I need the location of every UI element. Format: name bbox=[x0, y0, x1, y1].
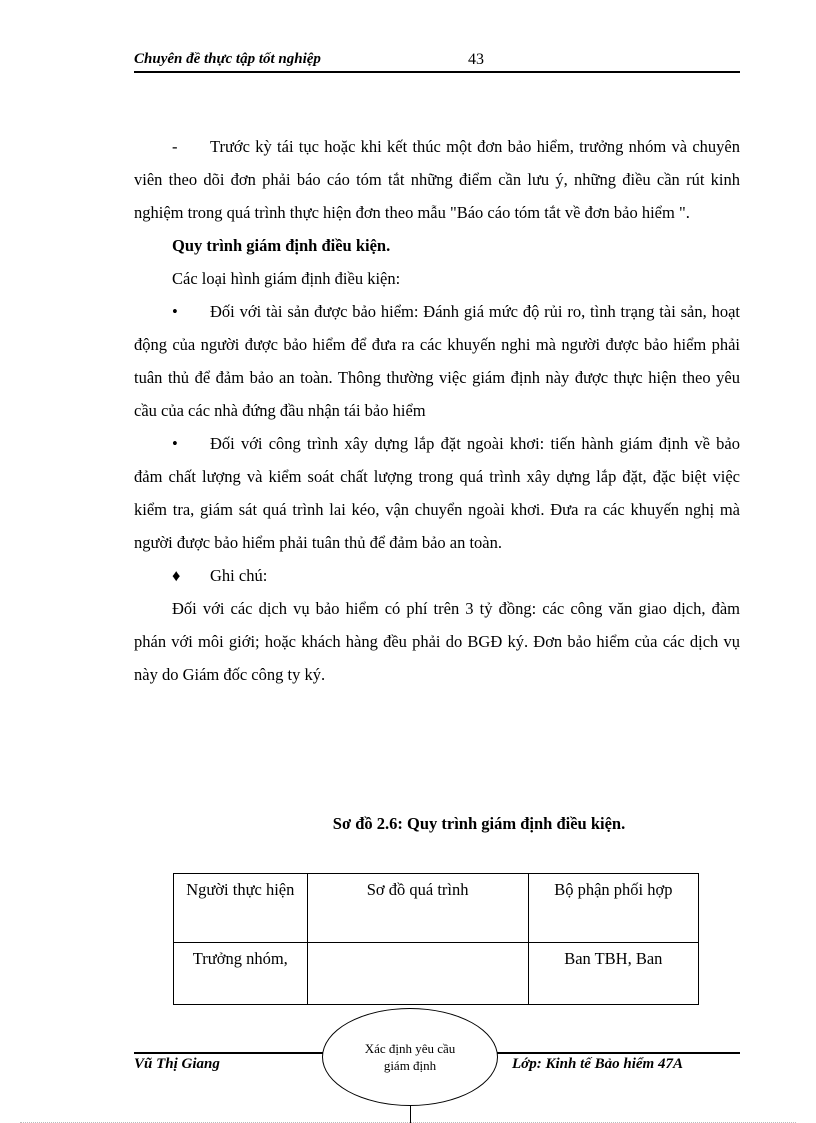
document-title: Chuyên đề thực tập tốt nghiệp bbox=[134, 51, 321, 67]
table-row bbox=[174, 943, 699, 1005]
header-cell-coordination: Bộ phận phối hợp bbox=[528, 874, 698, 943]
bullet-icon: • bbox=[172, 434, 178, 453]
diagram-caption: Sơ đồ 2.6: Quy trình giám định điều kiện. bbox=[332, 814, 626, 833]
flowchart-node-label: Xác định yêu cầu giám định bbox=[364, 1041, 456, 1073]
cell-coordination-text: Ban TBH, Ban bbox=[564, 949, 663, 968]
cell-process bbox=[307, 943, 528, 1005]
bullet-text: Đối với công trình xây dựng lắp đặt ngoài khơi: tiến hành giám định về bảo đảm chất lượng và kiểm soát chất lượng trong quá trình xây dựng lắp đặt, đặc biệt việc kiểm tra, giám sát quá trình lai kéo, vận chuyển ngoài khơi. Đưa ra các khuyến nghị mà người được bảo hiểm phải tuân thủ để đảm bảo an toàn. bbox=[134, 434, 740, 552]
page-header bbox=[134, 49, 740, 73]
bullet-icon: • bbox=[172, 302, 178, 321]
dash-marker: - bbox=[172, 137, 178, 156]
cell-executor bbox=[174, 943, 308, 1005]
footer-rule-left bbox=[134, 1052, 330, 1054]
bullet-item-assets bbox=[134, 295, 740, 427]
bullet-text: Đối với tài sản được bảo hiểm: Đánh giá mức độ rủi ro, tình trạng tài sản, hoạt động của người được bảo hiểm để đưa ra các khuyến nghi mà người được bảo hiểm phải tuân thủ để đảm bảo an toàn. Thông thường việc giám định này được thực hiện theo yêu cầu của các nhà đứng đầu nhận tái bảo hiểm bbox=[134, 302, 740, 420]
cell-coordination bbox=[528, 943, 698, 1005]
process-table bbox=[173, 873, 699, 1005]
footer-rule-right bbox=[490, 1052, 740, 1054]
paragraph-text: Trước kỳ tái tục hoặc khi kết thúc một đơn bảo hiểm, trưởng nhóm và chuyên viên theo dõi đơn phải báo cáo tóm tắt những điểm cần lưu ý, những điều cần rút kinh nghiệm trong quá trình thực hiện đơn theo mẫu "Báo cáo tóm tắt về đơn bảo hiểm ". bbox=[134, 137, 740, 222]
header-cell-executor: Người thực hiện bbox=[174, 874, 308, 943]
table-header-row bbox=[174, 874, 699, 943]
note-item bbox=[134, 559, 740, 592]
types-intro: Các loại hình giám định điều kiện: bbox=[172, 269, 401, 288]
body-text bbox=[134, 130, 740, 691]
diamond-icon: ♦ bbox=[172, 566, 181, 585]
footer-class: Lớp: Kinh tế Bảo hiểm 47A bbox=[512, 1056, 683, 1072]
note-label: Ghi chú: bbox=[210, 566, 268, 585]
bullet-item-offshore bbox=[134, 427, 740, 559]
cell-process-text bbox=[308, 943, 528, 947]
flowchart-connector bbox=[410, 1106, 411, 1123]
flowchart-node-start bbox=[322, 1008, 498, 1106]
page-number: 43 bbox=[468, 51, 484, 68]
cell-executor-text: Trưởng nhóm, bbox=[192, 949, 288, 968]
header-cell-process: Sơ đồ quá trình bbox=[307, 874, 528, 943]
footer-author: Vũ Thị Giang bbox=[134, 1056, 220, 1072]
note-text: Đối với các dịch vụ bảo hiểm có phí trên 3 tỷ đồng: các công văn giao dịch, đàm phán với môi giới; hoặc khách hàng đều phải do BGĐ ký. Đơn bảo hiểm của các dịch vụ này do Giám đốc công ty ký. bbox=[134, 599, 740, 684]
section-heading: Quy trình giám định điều kiện. bbox=[172, 236, 391, 255]
paragraph-dash-item bbox=[134, 130, 740, 229]
